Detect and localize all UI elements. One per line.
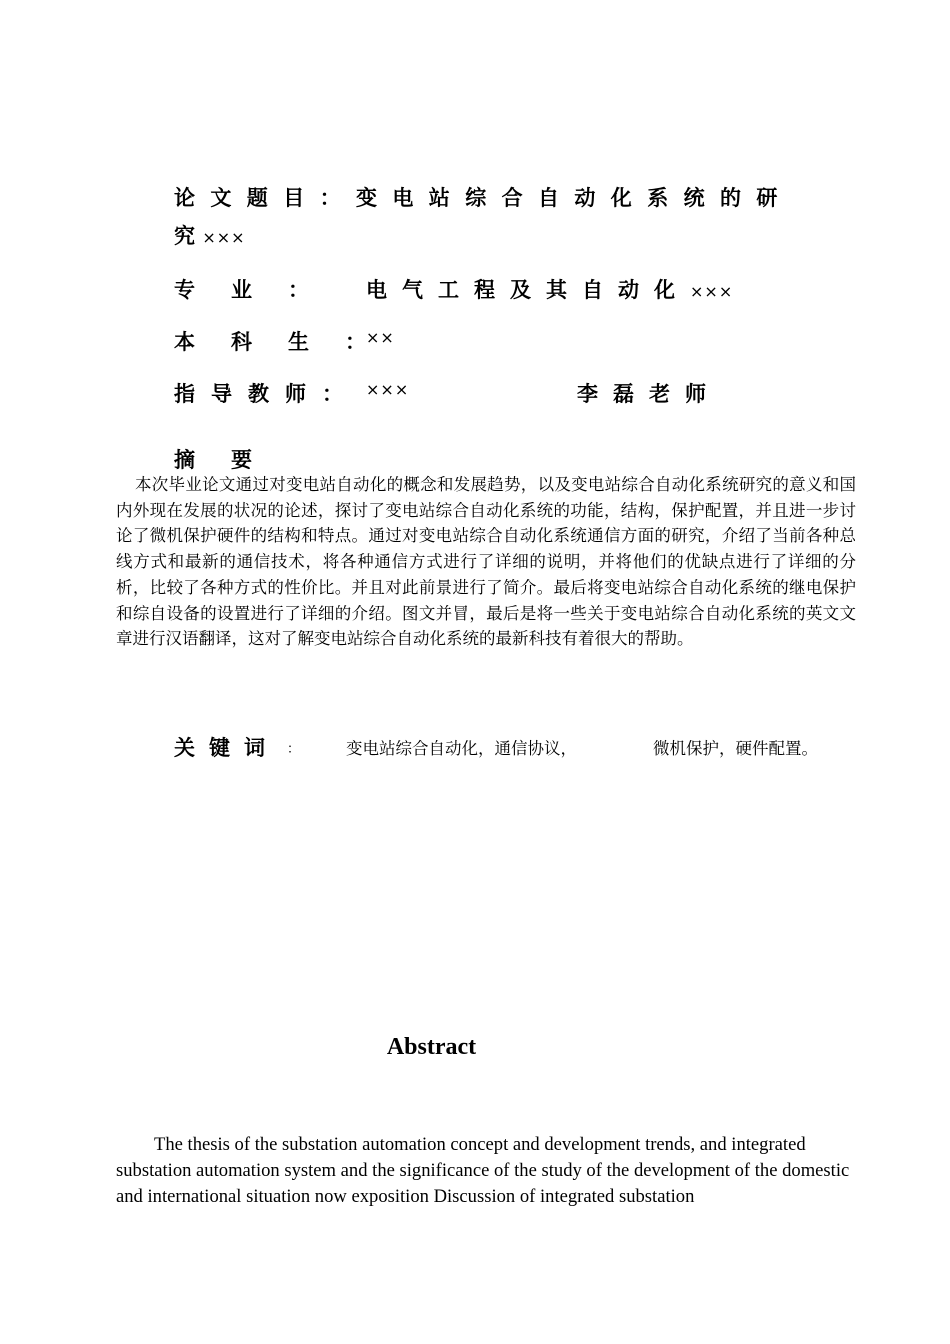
thesis-title-line1 (174, 184, 793, 212)
keywords-colon: ： (287, 742, 301, 757)
student-marks: ×× (366, 328, 395, 347)
thesis-title-text-end: 究 (174, 224, 195, 248)
advisor-name: 李磊老师 (577, 382, 721, 406)
thesis-title-label: 论文题目： (174, 186, 356, 210)
abstract-en-body: The thesis of the substation automation concept and development trends, and integrated substation automation system and the significance of the study of the development of the domestic and international situation now exposition Discussion of integrated substation (116, 1134, 850, 1207)
abstract-cn-heading: 摘 要 (174, 448, 252, 472)
keywords-label: 关键词 (174, 736, 279, 760)
advisor-label: 指导教师： (174, 382, 359, 406)
major-marks: ××× (690, 282, 734, 301)
keywords-part2: 微机保护，硬件配置。 (653, 739, 818, 758)
abstract-cn-body: 本次毕业论文通过对变电站自动化的概念和发展趋势，以及变电站综合自动化系统研究的意义和国内外现在发展的状况的论述，探讨了变电站综合自动化系统的功能，结构，保护配置，并且进一步讨论了微机保护硬件的结构和特点。通过对变电站综合自动化系统通信方面的研究，介绍了当前各种总线方式和最新的通信技术，将各种通信方式进行了详细的说明，并将他们的优缺点进行了详细的分析，比较了各种方式的性价比。并且对此前景进行了简介。最后将变电站综合自动化系统的继电保护和综自设备的设置进行了详细的介绍。图文并冒，最后是将一些关于变电站综合自动化系统的英文文章进行汉语翻译，这对了解变电站综合自动化系统的最新科技有着很大的帮助。 (116, 475, 856, 649)
major-label: 专 业 ： (174, 278, 309, 302)
student-label: 本 科 生 ： (174, 330, 366, 354)
thesis-title-text: 变电站综合自动化系统的研 (356, 186, 793, 210)
keywords-part1: 变电站综合自动化，通信协议， (346, 739, 577, 758)
abstract-en-heading: Abstract (386, 1034, 477, 1060)
major-value: 电气工程及其自动化××× (366, 278, 734, 302)
advisor-marks: ××× (366, 380, 410, 399)
thesis-title-line2 (174, 222, 246, 252)
thesis-title-marks: ××× (202, 228, 246, 247)
